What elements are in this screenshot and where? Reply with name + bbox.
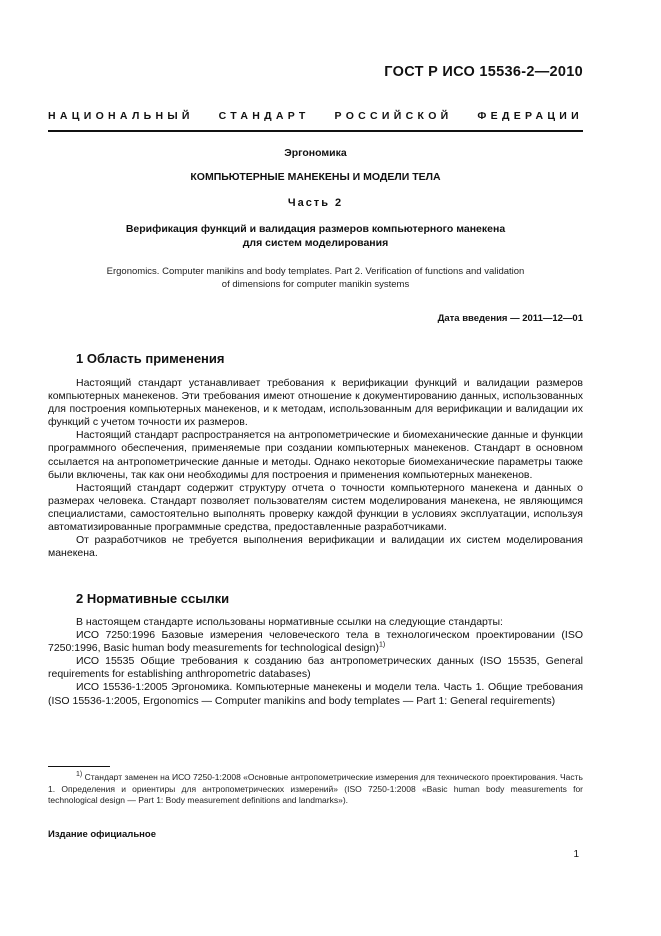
header-divider [48,130,583,132]
normative-reference-2: ИСО 15535 Общие требования к созданию баз антропометрических данных (ISO 15535, General requirements for establishing anthropometric databases) [48,655,583,681]
section-1-paragraph: Настоящий стандарт устанавливает требования к верификации функций и валидации размеров компьютерных манекенов. Эти требования имеют отношение к документированию данных, использованных для построения компьютерных манекенов, и к методам, использованным для верификации и валидации их функций с учетом точности их размеров. [48,377,583,429]
section-1-body [48,377,583,560]
page-number: 1 [573,849,579,860]
english-title-line-2: of dimensions for computer manikin systems [221,279,410,290]
reference-1-text: ИСО 7250:1996 Базовые измерения человеческого тела в технологическом проектировании (ISO 7250:1996, Basic human body measurements for technological design) [48,629,583,655]
section-1-paragraph: Настоящий стандарт содержит структуру отчета о точности компьютерного манекена и данных о размерах человека. Стандарт позволяет пользователям систем моделирования манекена, не являющимся специалистами, самостоятельно выполнять проверку каждой функции в условиях эксплуатации, используя автоматизированные программные средства, предоставленные разработчиками. [48,481,583,534]
footnote-divider [48,766,110,767]
normative-reference-1 [48,629,583,655]
english-title-line-1: Ergonomics. Computer manikins and body templates. Part 2. Verification of functions and validation [106,266,525,277]
title-category: Эргономика [284,147,347,159]
official-edition-label: Издание официальное [48,829,156,840]
footnote-reference-mark[interactable]: 1) [378,641,386,649]
subtitle-line-1: Верификация функций и валидация размеров компьютерного манекена [125,223,506,235]
footnote-body: Стандарт заменен на ИСО 7250-1:2008 «Основные антропометрические измерения для технического проектирования. Часть 1. Определения и ориентиры для антропометрических измерений» (ISO 7250-1:2008 «Basic human body measurements for technological design — Part 1: Body measurement definitions and landmarks»). [48,772,583,806]
footnote [48,772,583,807]
title-main: КОМПЬЮТЕРНЫЕ МАНЕКЕНЫ И МОДЕЛИ ТЕЛА [190,171,441,183]
section-2-heading: 2 Нормативные ссылки [76,591,230,606]
section-2-body [48,616,583,708]
section-1-paragraph: Настоящий стандарт распространяется на антропометрические и биомеханические данные и функции программного обеспечения, применяемые при создании компьютерных манекенов. Стандарт в основном ссылается на антропометрические данные и методы. Однако некоторые биомеханические параметры также были включены, так как они необходимы для построения и применения компьютерных манекенов. [48,429,583,481]
national-standard-banner: НАЦИОНАЛЬНЫЙ СТАНДАРТ РОССИЙСКОЙ ФЕДЕРАЦИИ [48,110,583,122]
section-1-heading: 1 Область применения [76,351,225,366]
footnote-text [48,772,583,807]
title-subtitle [48,222,583,250]
section-2-intro: В настоящем стандарте использованы нормативные ссылки на следующие стандарты: [76,616,503,628]
document-number: ГОСТ Р ИСО 15536-2—2010 [384,64,583,80]
title-part: Часть 2 [287,197,344,209]
normative-reference-3: ИСО 15536-1:2005 Эргономика. Компьютерные манекены и модели тела. Часть 1. Общие требования (ISO 15536-1:2005, Ergonomics — Computer manikins and body templates — Part 1: General requirements) [48,681,583,707]
footnote-mark: 1) [76,771,83,779]
subtitle-line-2: для систем моделирования [242,237,389,249]
introduction-date: Дата введения — 2011—12—01 [437,313,583,324]
section-1-paragraph: От разработчиков не требуется выполнения верификации и валидации их систем моделирования манекена. [48,534,583,560]
english-title [48,265,583,291]
